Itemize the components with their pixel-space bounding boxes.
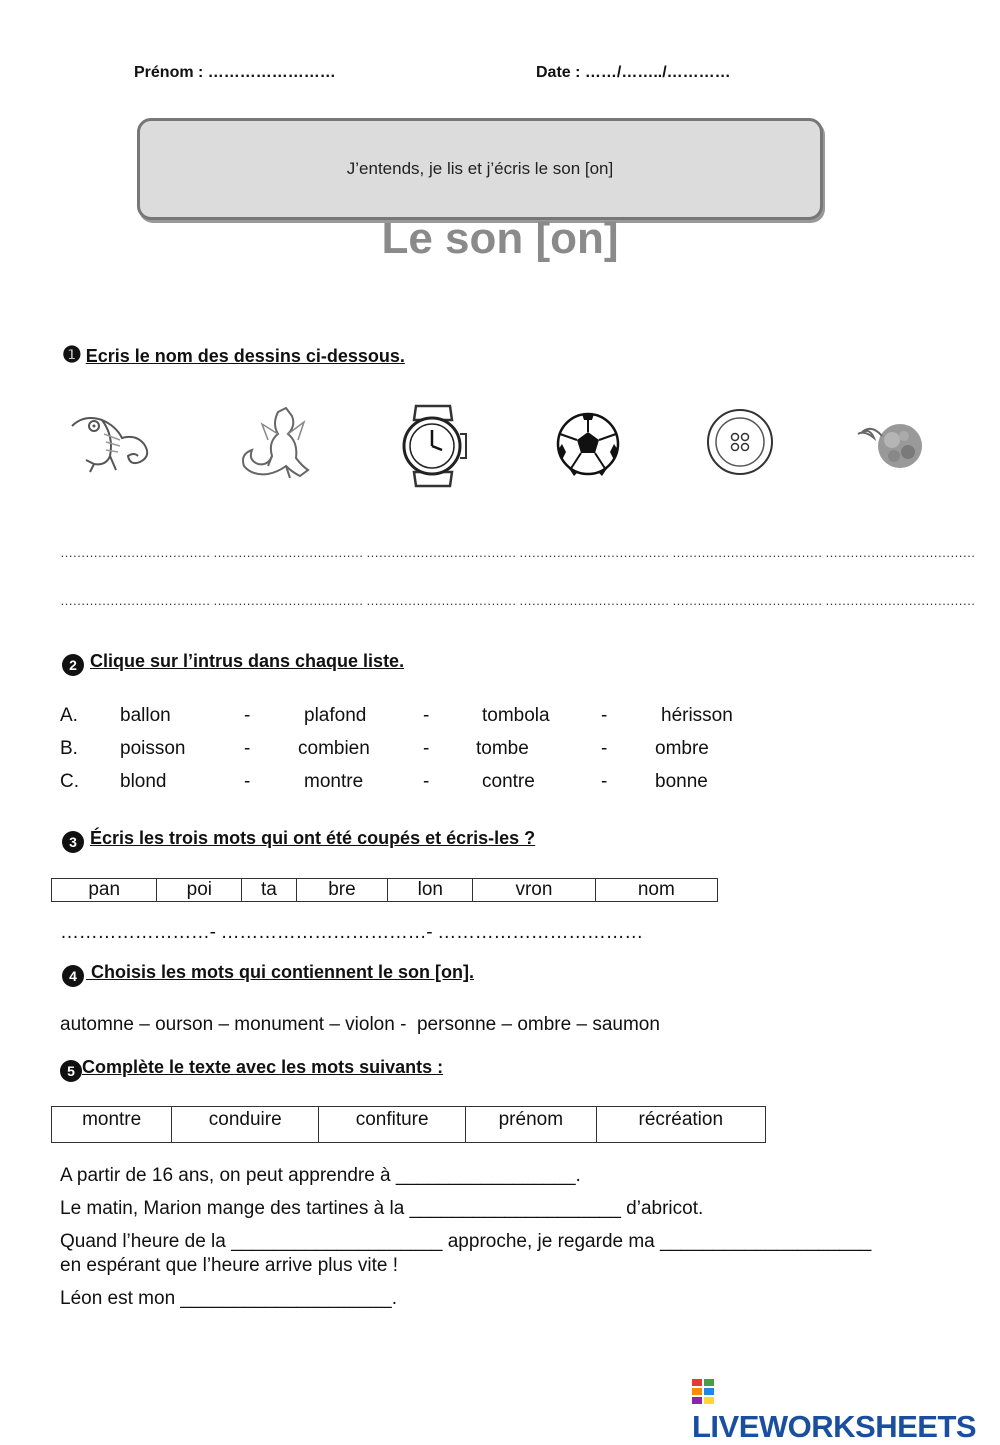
q3-instruction: Écris les trois mots qui ont été coupés et écris-les ? [90, 828, 536, 848]
q3-heading [62, 828, 535, 853]
q2-number: 2 [62, 654, 84, 676]
word-option[interactable]: blond [120, 771, 167, 792]
sentence-3[interactable]: Quand l’heure de la ____________________ approche, je regarde ma ____________________ [60, 1231, 872, 1252]
q2-heading [62, 651, 404, 676]
q4-number: 4 [62, 965, 84, 987]
answer-line[interactable]: ……………………………… [825, 545, 975, 560]
q5-number: 5 [60, 1060, 82, 1082]
syllable-cell[interactable]: ta [242, 879, 296, 902]
separator: - [244, 771, 251, 792]
watch-icon [386, 400, 482, 492]
date-field: Date : ……/……../………… [536, 64, 731, 81]
logo-blocks-icon [692, 1379, 714, 1405]
q3-answer-line[interactable]: ……………………- ……………………………- …………………………… [60, 922, 644, 943]
answer-line[interactable]: ……………………………… [825, 593, 975, 608]
syllable-cell[interactable]: vron [473, 879, 595, 902]
separator: - [244, 705, 251, 726]
q1-instruction: Ecris le nom des dessins ci-dessous. [85, 346, 405, 366]
word-option[interactable]: bonne [655, 771, 708, 792]
list-row-a [0, 705, 1000, 729]
separator: - [601, 771, 608, 792]
word-option[interactable]: contre [482, 771, 535, 792]
word-bank-cell[interactable]: montre [52, 1107, 172, 1143]
syllable-table [51, 878, 718, 902]
separator: - [423, 705, 430, 726]
answer-line[interactable]: ……………………………… [366, 593, 516, 608]
answer-line[interactable]: ……………………………… [672, 545, 822, 560]
q4-word-list[interactable]: automne – ourson – monument – violon - personne – ombre – saumon [60, 1014, 660, 1035]
button-icon [694, 400, 790, 492]
separator: - [244, 738, 251, 759]
prenom-field: Prénom : …………………… [134, 64, 336, 81]
word-bank-cell[interactable]: conduire [172, 1107, 319, 1143]
answer-line[interactable]: ……………………………… [672, 593, 822, 608]
syllable-cell[interactable]: pan [52, 879, 157, 902]
q5-instruction: Complète le texte avec les mots suivants : [82, 1057, 444, 1077]
word-option[interactable]: tombola [482, 705, 550, 726]
logo-text: LIVEWORKSHEETS [692, 1409, 977, 1444]
word-option[interactable]: poisson [120, 738, 186, 759]
chameleon-icon [64, 400, 160, 492]
word-option[interactable]: montre [304, 771, 364, 792]
word-option[interactable]: ombre [655, 738, 709, 759]
answer-line[interactable]: ……………………………… [519, 593, 669, 608]
answer-line[interactable]: ……………………………… [213, 593, 363, 608]
ball-icon [542, 400, 638, 492]
q4-instruction: Choisis les mots qui contiennent le son [on]. [86, 962, 475, 982]
word-option[interactable]: tombe [476, 738, 529, 759]
banner-subtitle: J’entends, je lis et j’écris le son [on] [346, 159, 614, 178]
dragon-icon [232, 400, 328, 492]
separator: - [423, 738, 430, 759]
q1-heading [62, 342, 405, 368]
liveworksheets-logo [692, 1373, 1000, 1445]
sentence-4[interactable]: Léon est mon ____________________. [60, 1288, 398, 1309]
word-option[interactable]: ballon [120, 705, 171, 726]
separator: - [601, 705, 608, 726]
q4-heading [62, 962, 474, 987]
answer-line[interactable]: ……………………………… [519, 545, 669, 560]
q5-heading [60, 1057, 443, 1082]
q3-number: 3 [62, 831, 84, 853]
answer-line[interactable]: ……………………………… [60, 593, 210, 608]
answer-line[interactable]: ……………………………… [213, 545, 363, 560]
row-letter: A. [60, 705, 78, 726]
answer-line[interactable]: ……………………………… [60, 545, 210, 560]
row-letter: C. [60, 771, 79, 792]
list-row-c [0, 771, 1000, 795]
word-option[interactable]: plafond [304, 705, 367, 726]
q1-number: ❶ [62, 342, 82, 367]
row-letter: B. [60, 738, 78, 759]
list-row-b [0, 738, 1000, 762]
q2-instruction: Clique sur l’intrus dans chaque liste. [90, 651, 405, 671]
separator: - [601, 738, 608, 759]
syllable-cell[interactable]: poi [157, 879, 242, 902]
sentence-1[interactable]: A partir de 16 ans, on peut apprendre à _________________. [60, 1165, 581, 1186]
word-bank-cell[interactable]: confiture [319, 1107, 466, 1143]
word-bank-cell[interactable]: récréation [596, 1107, 765, 1143]
page-title: Le son [on] [381, 214, 619, 263]
answer-line[interactable]: ……………………………… [366, 545, 516, 560]
syllable-cell[interactable]: bre [296, 879, 388, 902]
word-bank-table [51, 1106, 766, 1143]
pompom-icon [848, 400, 944, 492]
word-bank-cell[interactable]: prénom [466, 1107, 597, 1143]
separator: - [423, 771, 430, 792]
subtitle-banner [137, 118, 823, 220]
word-option[interactable]: combien [298, 738, 370, 759]
syllable-cell[interactable]: lon [388, 879, 473, 902]
syllable-cell[interactable]: nom [595, 879, 717, 902]
sentence-3-continued: en espérant que l’heure arrive plus vite ! [60, 1255, 398, 1276]
sentence-2[interactable]: Le matin, Marion mange des tartines à la ____________________ d’abricot. [60, 1198, 704, 1219]
word-option[interactable]: hérisson [661, 705, 733, 726]
